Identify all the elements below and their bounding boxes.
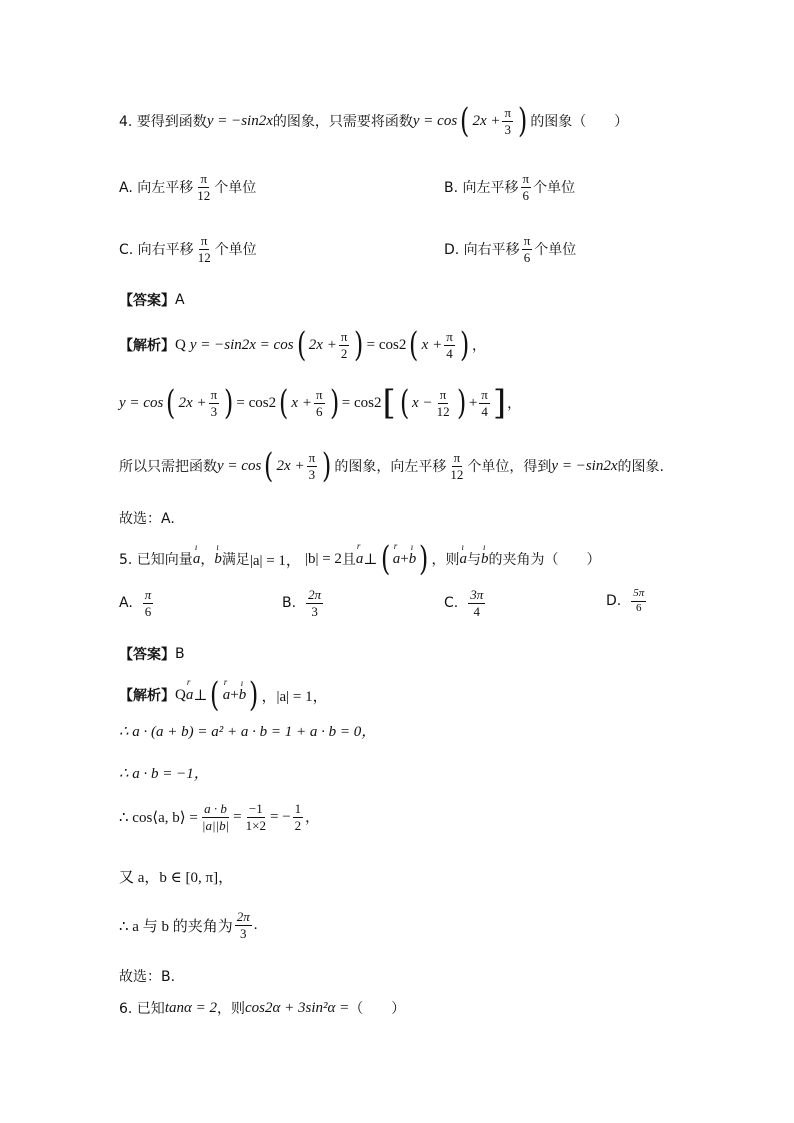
q4-stem: 4. 要得到函数 y = −sin2x 的图象，只需要将函数 y = cos ( 2x + $\frac{\pi}{3}$ ) 的图象（ ）: [119, 101, 629, 141]
q5-analysis-line3: ∴ a · b = −1，: [119, 766, 209, 782]
q5-analysis-line4: ∴ cos⟨a, b⟩ = $\frac{a \cdot b}{|a||b|}$ = $\frac{-1}{1\times 2}$ = − $\frac{1}{2}$ ，: [119, 801, 320, 833]
q4-stem-func2-inner: 2x +: [472, 112, 501, 129]
q5-analysis-line1: 【解析】 Q r a ⊥ ( r a + ı b ) ，|a| = 1，: [119, 678, 328, 712]
q5-option-b: B. $\frac{2\pi}{3}$: [282, 587, 322, 619]
q5-option-a: A. $\frac{\pi}{6}$: [119, 587, 152, 619]
q4-option-a: A. 向左平移 $\frac{\pi}{12}$ 个单位: [119, 171, 257, 203]
q4-stem-fraction: $\frac{\pi}{3}$: [504, 104, 512, 137]
q5-analysis-line6: ∴ a 与 b 的夹角为 $\frac{2\pi}{3}$ .: [119, 909, 258, 941]
q5-stem: 5. 已知向量 ı a ， ı b 满足 |a| = 1， |b| = 2 且 r a ⊥ ( r a + ı b ) ，则 ı a 与 ı b 的夹角为（ ）: [119, 542, 601, 576]
q4-analysis-line2: y = cos ( 2x + $\frac{\pi}{3}$ ) = cos2 ( x + $\frac{\pi}{6}$ ) = cos2 [ ( x − $\frac{\pi}{12}$ ) + $\frac{\pi}{4}$ ] ，: [119, 383, 522, 423]
q5-option-d: D. $\frac{5\pi}{6}$: [606, 587, 645, 614]
q5-analysis-line2: ∴ a · (a + b) = a² + a · b = 1 + a · b = 0，: [119, 724, 377, 740]
q4-option-c: C. 向右平移 $\frac{\pi}{12}$ 个单位: [119, 233, 257, 265]
q4-stem-func2: y = cos: [412, 112, 458, 129]
q5-choose: 故选：B.: [119, 969, 176, 985]
q4-option-d: D. 向右平移 $\frac{\pi}{6}$ 个单位: [444, 233, 577, 265]
q4-stem-suffix: 的图象（ ）: [530, 114, 629, 130]
q4-stem-mid: 的图象，只需要将函数: [272, 114, 413, 130]
q5-option-c: C. $\frac{3\pi}{4}$: [444, 587, 484, 619]
q5-answer: 【答案】 B: [119, 646, 185, 663]
q4-stem-prefix: 4. 要得到函数: [119, 114, 207, 130]
q4-analysis-line1: 【解析】 Q y = −sin2x = cos ( 2x + $\frac{\pi}{2}$ ) = cos2 ( x + $\frac{\pi}{4}$ ) ，: [119, 325, 487, 365]
q4-choose: 故选：A.: [119, 511, 175, 527]
q4-analysis-line3: 所以只需把函数 y = cos ( 2x + $\frac{\pi}{3}$ ) 的图象，向左平移 $\frac{\pi}{12}$ 个单位，得到 y = −sin2x 的图象.: [119, 446, 664, 486]
q4-answer: 【答案】 A: [119, 292, 185, 309]
q5-analysis-line5: 又 a，b ∈ [0, π]，: [119, 870, 234, 886]
q4-stem-func1: y = −sin2x: [206, 112, 273, 129]
q6-stem: 6. 已知 tanα = 2 ，则 cos2α + 3sin²α = （ ）: [119, 999, 406, 1017]
q4-option-b: B. 向左平移 $\frac{\pi}{6}$ 个单位: [444, 171, 576, 203]
